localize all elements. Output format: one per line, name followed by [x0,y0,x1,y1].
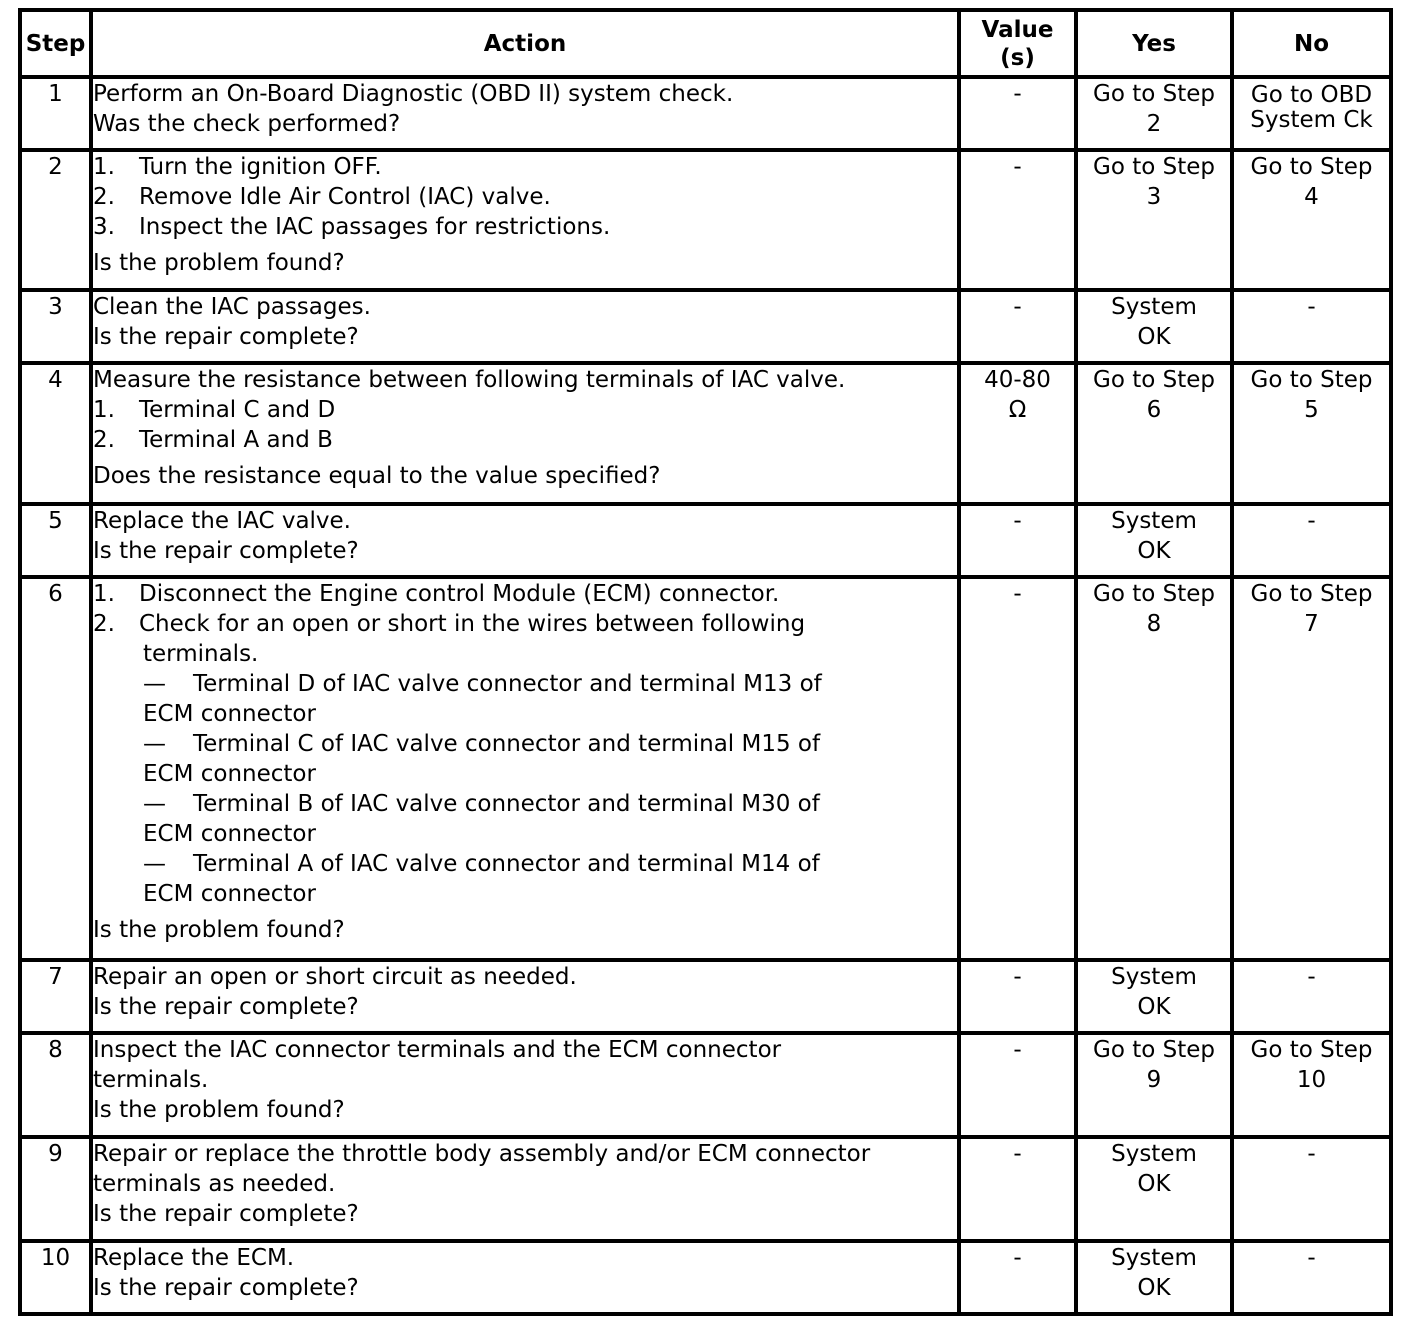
yes-cell: System OK [1076,504,1232,577]
table-row [20,150,1391,290]
action-cell: 1. Disconnect the Engine control Module (ECM) connector. 2. Check for an open or short in the wires between following terminals. — Terminal D of IAC valve connector and terminal M13 of ECM connector — Terminal C of IAC valve connector and terminal M15 of ECM connector — Terminal B of IAC valve connector and terminal M30 of ECM connector — Terminal A of IAC valve connector and terminal M14 of ECM connector Is the problem found? [91,577,959,960]
no-cell: - [1232,504,1391,577]
value-cell: - [959,960,1076,1033]
yes-cell: System OK [1076,290,1232,363]
yes-cell: Go to Step 3 [1076,150,1232,290]
no-cell: Go to Step 4 [1232,150,1391,290]
value-cell: - [959,504,1076,577]
action-cell: Perform an On-Board Diagnostic (OBD II) system check. Was the check performed? [91,77,959,150]
action-cell: Repair or replace the throttle body assembly and/or ECM connector terminals as needed. Is the repair complete? [91,1137,959,1241]
no-cell: - [1232,960,1391,1033]
step-cell: 9 [20,1137,91,1241]
table-row [20,577,1391,960]
step-cell: 6 [20,577,91,960]
dash-bullet: — [143,671,166,697]
dash-bullet: — [143,791,166,817]
table-row [20,1137,1391,1241]
table-row [20,290,1391,363]
table-row [20,960,1391,1033]
action-cell: Inspect the IAC connector terminals and the ECM connector terminals. Is the problem found? [91,1033,959,1137]
action-cell: Measure the resistance between following terminals of IAC valve. 1. Terminal C and D 2. Terminal A and B Does the resistance equal to the value specified? [91,363,959,504]
action-cell: Replace the ECM. Is the repair complete? [91,1241,959,1314]
step-cell: 4 [20,363,91,504]
step-cell: 1 [20,77,91,150]
action-cell: 1. Turn the ignition OFF. 2. Remove Idle Air Control (IAC) valve. 3. Inspect the IAC passages for restrictions. Is the problem found? [91,150,959,290]
yes-cell: Go to Step 9 [1076,1033,1232,1137]
no-cell: Go to OBD System Ck [1232,77,1391,150]
yes-cell: Go to Step 6 [1076,363,1232,504]
no-cell: Go to Step 7 [1232,577,1391,960]
yes-cell: Go to Step 2 [1076,77,1232,150]
header-no: No [1232,10,1391,77]
step-cell: 2 [20,150,91,290]
value-cell: - [959,1033,1076,1137]
header-row [20,10,1391,77]
value-cell: - [959,1137,1076,1241]
header-action: Action [91,10,959,77]
value-cell: 40-80 Ω [959,363,1076,504]
no-cell: - [1232,1137,1391,1241]
value-cell: - [959,290,1076,363]
step-cell: 7 [20,960,91,1033]
step-cell: 3 [20,290,91,363]
no-cell: - [1232,290,1391,363]
value-cell: - [959,150,1076,290]
step-cell: 10 [20,1241,91,1314]
action-cell: Clean the IAC passages. Is the repair complete? [91,290,959,363]
table-row [20,1033,1391,1137]
action-cell: Replace the IAC valve. Is the repair complete? [91,504,959,577]
yes-cell: System OK [1076,1241,1232,1314]
yes-cell: System OK [1076,1137,1232,1241]
dash-bullet: — [143,731,166,757]
table-row [20,504,1391,577]
value-cell: - [959,577,1076,960]
table-row [20,363,1391,504]
step-cell: 8 [20,1033,91,1137]
dash-bullet: — [143,851,166,877]
header-yes: Yes [1076,10,1232,77]
table-row [20,1241,1391,1314]
no-cell: - [1232,1241,1391,1314]
action-cell: Repair an open or short circuit as needed. Is the repair complete? [91,960,959,1033]
header-step: Step [20,10,91,77]
yes-cell: Go to Step 8 [1076,577,1232,960]
no-cell: Go to Step 5 [1232,363,1391,504]
no-cell: Go to Step 10 [1232,1033,1391,1137]
diagnostic-table [18,8,1393,1316]
value-cell: - [959,1241,1076,1314]
step-cell: 5 [20,504,91,577]
header-value: Value (s) [959,10,1076,77]
yes-cell: System OK [1076,960,1232,1033]
value-cell: - [959,77,1076,150]
table-row [20,77,1391,150]
